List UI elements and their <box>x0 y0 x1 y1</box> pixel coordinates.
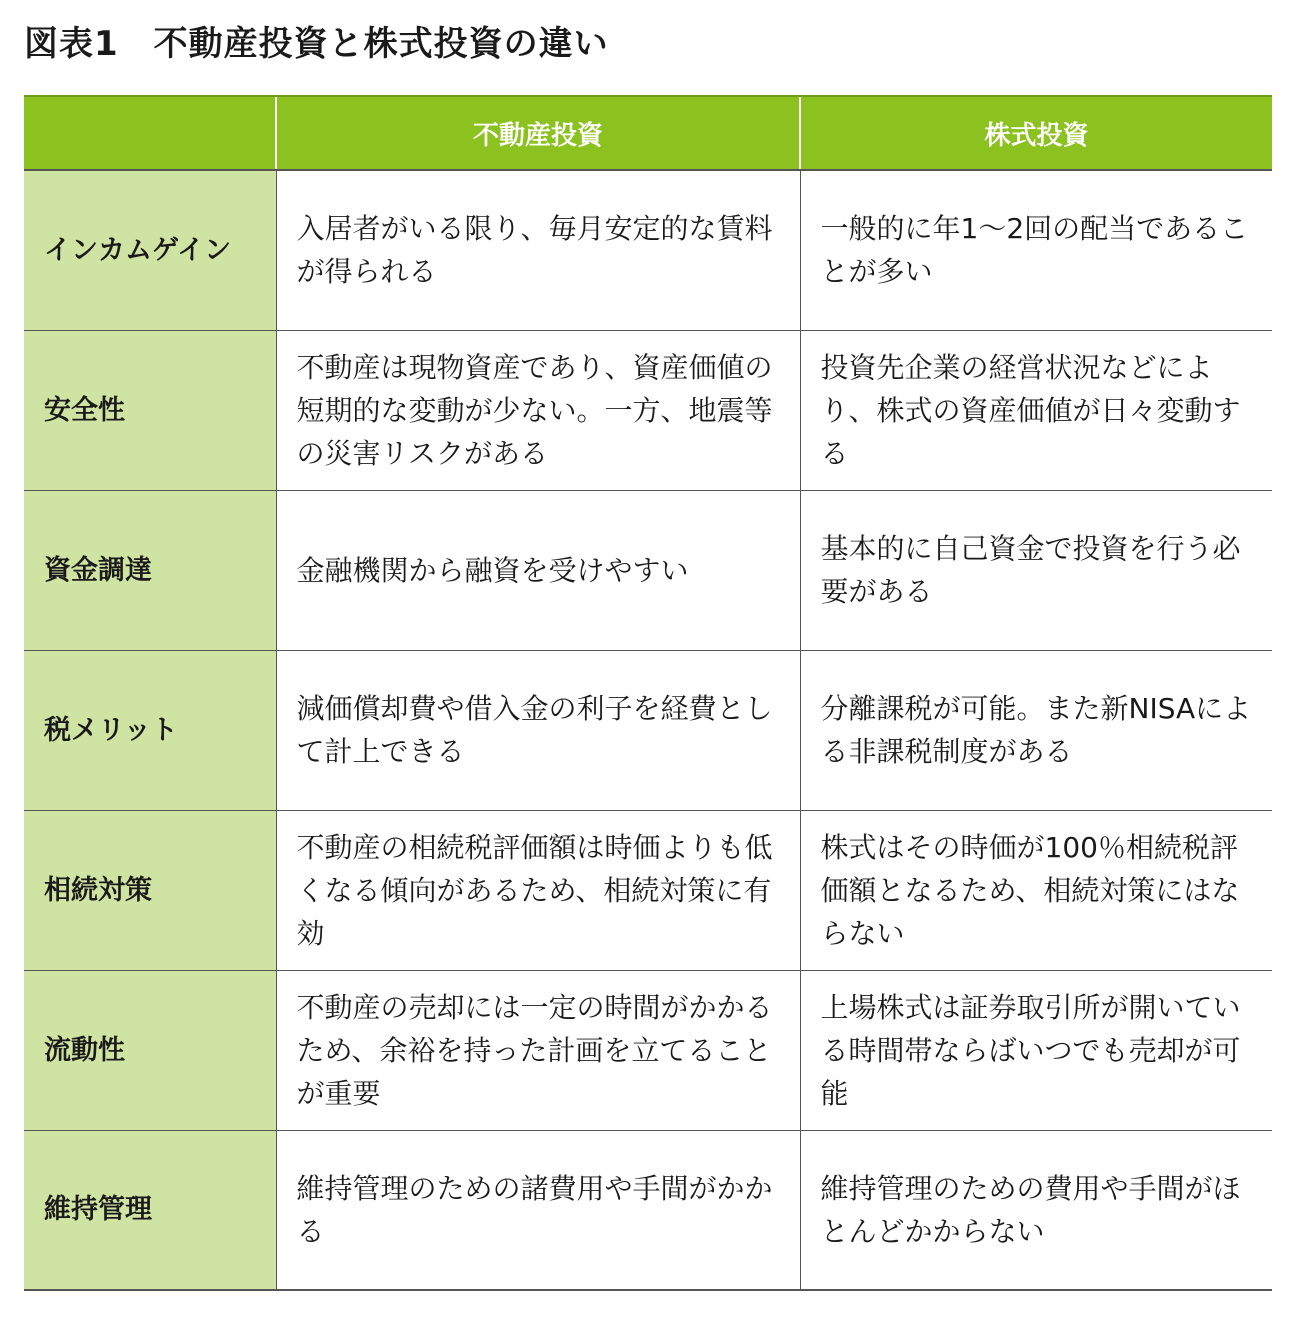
table-row <box>24 970 1272 1130</box>
row-label-tax-merit: 税メリット <box>24 650 276 810</box>
cell-real-estate: 維持管理のための諸費用や手間がかかる <box>276 1130 800 1290</box>
row-label-safety: 安全性 <box>24 330 276 490</box>
cell-stock: 一般的に年1～2回の配当であることが多い <box>800 170 1272 330</box>
row-label-financing: 資金調達 <box>24 490 276 650</box>
cell-stock: 基本的に自己資金で投資を行う必要がある <box>800 490 1272 650</box>
header-real-estate: 不動産投資 <box>276 96 800 170</box>
comparison-table <box>24 95 1272 1291</box>
cell-stock: 維持管理のための費用や手間がほとんどかからない <box>800 1130 1272 1290</box>
row-label-liquidity: 流動性 <box>24 970 276 1130</box>
cell-real-estate: 不動産は現物資産であり、資産価値の短期的な変動が少ない。一方、地震等の災害リスクがある <box>276 330 800 490</box>
cell-stock: 株式はその時価が100％相続税評価額となるため、相続対策にはならない <box>800 810 1272 970</box>
cell-real-estate: 不動産の売却には一定の時間がかかるため、余裕を持った計画を立てることが重要 <box>276 970 800 1130</box>
row-label-maintenance: 維持管理 <box>24 1130 276 1290</box>
page-title: 図表1 不動産投資と株式投資の違い <box>24 24 609 64</box>
table-header-row <box>24 96 1272 170</box>
row-label-income-gain: インカムゲイン <box>24 170 276 330</box>
cell-real-estate: 入居者がいる限り、毎月安定的な賃料が得られる <box>276 170 800 330</box>
cell-stock: 上場株式は証券取引所が開いている時間帯ならばいつでも売却が可能 <box>800 970 1272 1130</box>
header-stock: 株式投資 <box>800 96 1272 170</box>
row-label-inheritance: 相続対策 <box>24 810 276 970</box>
cell-stock: 分離課税が可能。また新NISAによる非課税制度がある <box>800 650 1272 810</box>
table-row <box>24 650 1272 810</box>
table-row <box>24 1130 1272 1290</box>
table-row <box>24 490 1272 650</box>
table-row <box>24 170 1272 330</box>
cell-real-estate: 不動産の相続税評価額は時価よりも低くなる傾向があるため、相続対策に有効 <box>276 810 800 970</box>
cell-real-estate: 減価償却費や借入金の利子を経費として計上できる <box>276 650 800 810</box>
table-row <box>24 810 1272 970</box>
header-corner <box>24 96 276 170</box>
cell-stock: 投資先企業の経営状況などにより、株式の資産価値が日々変動する <box>800 330 1272 490</box>
cell-real-estate: 金融機関から融資を受けやすい <box>276 490 800 650</box>
table-row <box>24 330 1272 490</box>
